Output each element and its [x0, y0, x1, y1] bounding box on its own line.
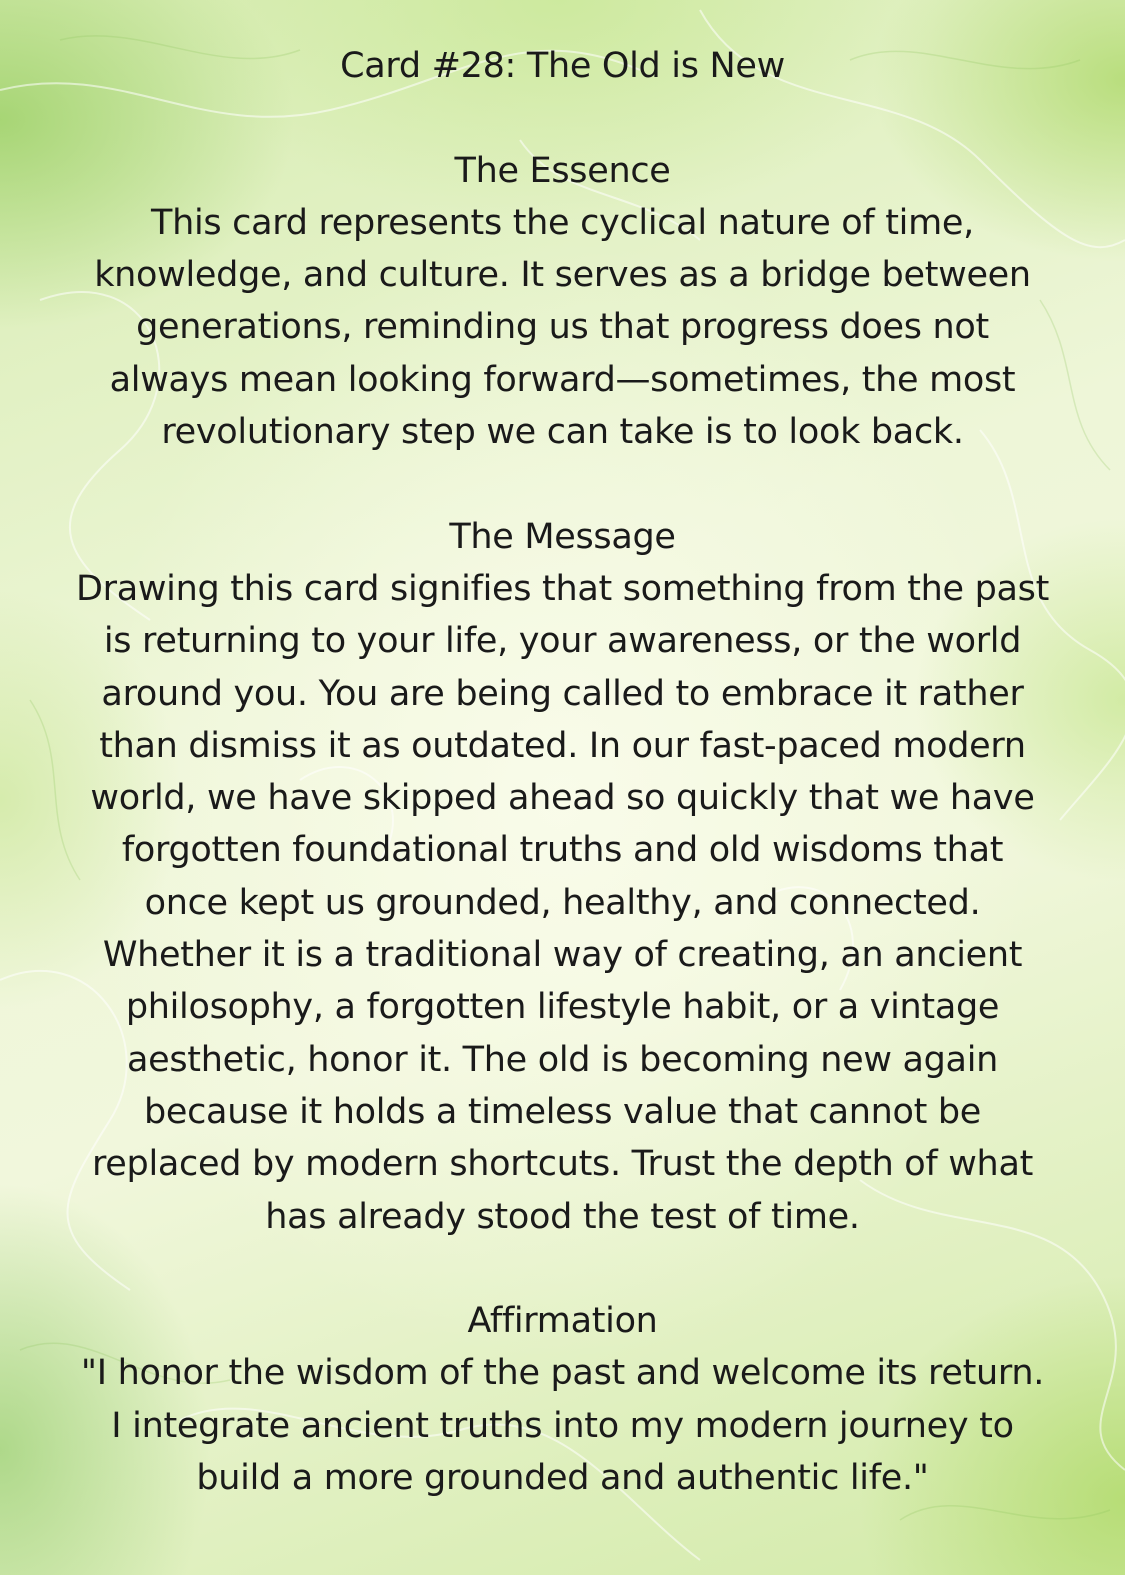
body-line: knowledge, and culture. It serves as a bridge between: [94, 255, 1031, 296]
spacer: [30, 458, 1095, 510]
card-text: [30, 40, 1095, 1504]
body-line: This card represents the cyclical nature of time,: [151, 202, 974, 243]
body-line: revolutionary step we can take is to look back.: [161, 412, 964, 453]
body-line: around you. You are being called to embrace it rather: [101, 673, 1024, 714]
body-line: once kept us grounded, healthy, and connected.: [144, 882, 981, 923]
body-line: Drawing this card signifies that something from the past: [75, 568, 1050, 609]
card-title: Card #28: The Old is New: [340, 46, 785, 86]
body-line: replaced by modern shortcuts. Trust the depth of what: [91, 1144, 1034, 1185]
body-line: than dismiss it as outdated. In our fast-paced modern: [99, 725, 1026, 766]
body-line: Whether it is a traditional way of creating, an ancient: [102, 935, 1023, 976]
affirmation-line: I integrate ancient truths into my modern journey to: [111, 1405, 1014, 1446]
body-line: generations, reminding us that progress does not: [136, 307, 989, 348]
body-line: always mean looking forward—sometimes, the most: [109, 359, 1016, 400]
affirmation-line: "I honor the wisdom of the past and welcome its return.: [80, 1353, 1045, 1394]
affirmation-line: build a more grounded and authentic life.": [196, 1458, 929, 1499]
spacer: [30, 1243, 1095, 1295]
section-affirmation: [30, 1295, 1095, 1504]
section-heading: The Essence: [454, 150, 671, 191]
section-message: [30, 511, 1095, 1243]
body-line: world, we have skipped ahead so quickly that we have: [90, 778, 1035, 819]
section-heading: Affirmation: [467, 1301, 658, 1342]
body-line: philosophy, a forgotten lifestyle habit, or a vintage: [125, 987, 1000, 1028]
body-line: aesthetic, honor it. The old is becoming new again: [126, 1039, 999, 1080]
section-heading: The Message: [449, 516, 676, 557]
body-line: forgotten foundational truths and old wisdoms that: [121, 830, 1004, 871]
body-line: is returning to your life, your awareness, or the world: [103, 621, 1022, 662]
section-essence: [30, 145, 1095, 459]
spacer: [30, 92, 1095, 144]
body-line: because it holds a timeless value that cannot be: [143, 1091, 982, 1132]
body-line: has already stood the test of time.: [265, 1196, 860, 1237]
